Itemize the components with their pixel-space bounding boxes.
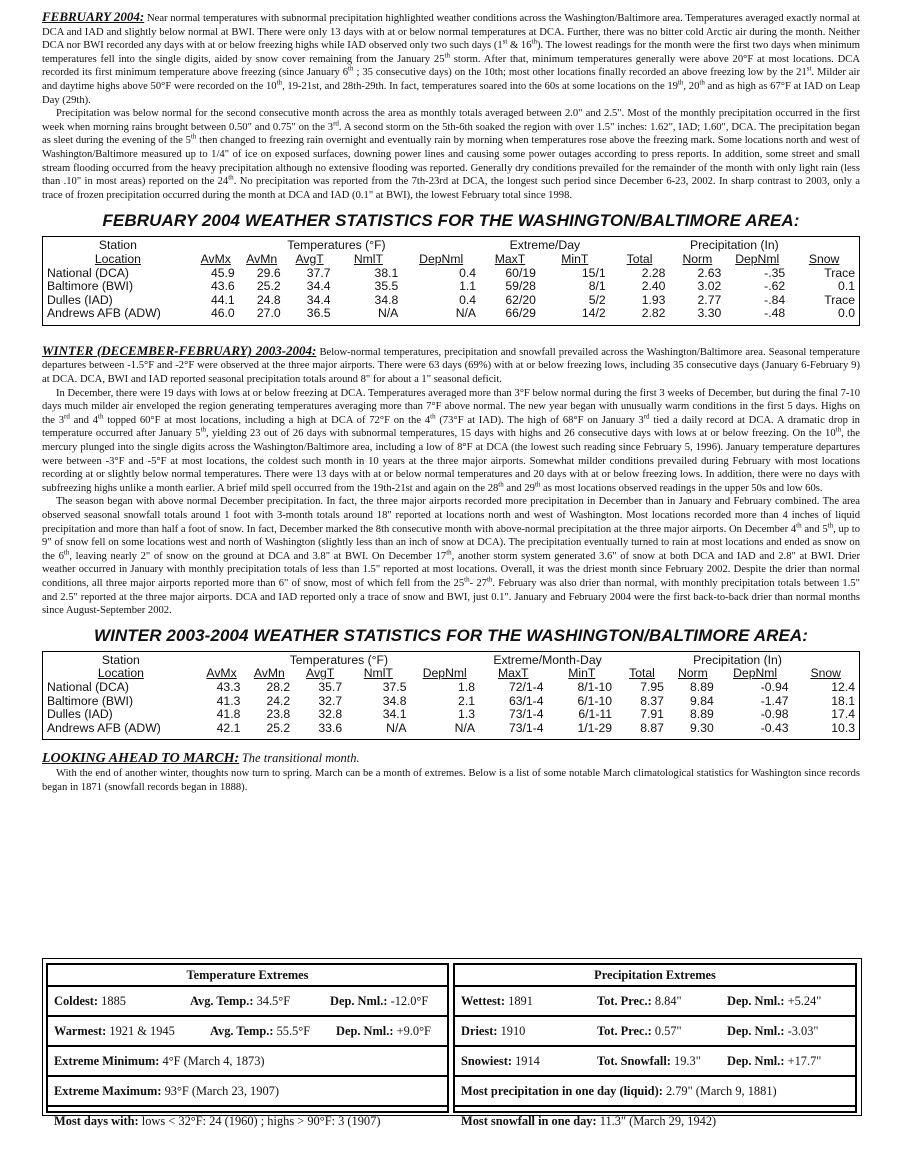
column-header: MinT <box>568 666 596 681</box>
text-run: Below-normal temperatures, precipitation and snowfall prevailed across the Washington/Baltimore area. Seasonal temperature departures between -1.5°F and -2°F were observed at the three major airports. There were 63 days (69%) with at or below freezing lows, including 35 consecutive days (January 6-February 9) at DCA. DCA, BWI and IAD reported seasonal precipitation totals around 8" for about a 1" seasonal deficit. <box>42 346 860 386</box>
table-cell: 63/1-4 <box>508 693 544 708</box>
table-cell: N/A <box>455 306 477 321</box>
most-precip-label: Most precipitation in one day (liquid): <box>461 1084 663 1098</box>
group-header-temperatures: Temperatures (°F) <box>289 652 389 667</box>
snowiest-label: Snowiest: <box>461 1054 512 1068</box>
table-cell: 35.7 <box>318 679 343 694</box>
table-cell: 2.63 <box>697 265 722 280</box>
table-cell: 6/1-11 <box>578 707 613 722</box>
column-header: MaxT <box>494 251 526 266</box>
table-cell: -.84 <box>764 292 786 307</box>
text-run: , another storm system generated 3.6" of snow at both DCA and IAD and 2.8" at BWI. Drier weather occurred in January with monthly precipitation totals of less than 1.5" reported at most locations. Overall, it was the driest month since February 2002. Despite the drier than normal conditions, all three major airports reported more than 6" of snow, most of which fell from the 25 <box>42 550 860 589</box>
feb-stats-table <box>42 236 860 326</box>
table-cell: -0.94 <box>760 679 789 694</box>
table-cell: 43.3 <box>216 679 241 694</box>
table-cell: 2.82 <box>641 306 666 321</box>
winter-stats-table <box>42 651 860 741</box>
group-header-temperatures: Temperatures (°F) <box>287 238 386 253</box>
table-cell: 28.2 <box>266 679 291 694</box>
column-header: MinT <box>561 251 589 266</box>
ahead-heading: LOOKING AHEAD TO MARCH: <box>42 751 240 767</box>
column-header: Location <box>94 251 141 266</box>
ahead-text: With the end of another winter, thoughts now turn to spring. March can be a month of extremes. Below is a list of some notable March climatological statistics for Washington since records began in 1871 (snowfall records began in 1888). <box>42 767 860 793</box>
table-cell: 46.0 <box>210 306 235 321</box>
table-cell: 3.02 <box>697 279 722 294</box>
ordinal-suffix: th <box>190 132 197 141</box>
ordinal-suffix: th <box>63 548 70 557</box>
table-cell: 37.5 <box>382 679 407 694</box>
table-cell: 34.4 <box>306 279 331 294</box>
feb-p2-text <box>42 108 860 201</box>
text-run: In December, there were 19 days with lows at or below freezing at DCA. Temperatures averaged more than 3°F below normal during the first 3 weeks of December, but during the final 7-10 days much milder air enveloped the region generating temperatures averaging more than 7°F above normal. The new year began with unusually warm conditions in the first 5 days. Highs on the 3 <box>42 387 860 426</box>
group-header-extreme: Extreme/Month-Day <box>493 652 602 667</box>
table-cell: 1.1 <box>459 279 477 294</box>
ordinal-suffix: th <box>498 480 504 489</box>
wettest-label: Wettest: <box>461 994 506 1008</box>
ordinal-suffix: st <box>502 37 508 46</box>
driest-year: 1910 <box>500 1024 526 1038</box>
column-header: AvMx <box>206 666 237 681</box>
table-cell: 44.1 <box>210 292 235 307</box>
driest-row <box>455 1017 855 1047</box>
winter-heading: WINTER (DECEMBER-FEBRUARY) 2003-2004: <box>42 342 317 358</box>
table-row <box>43 294 859 308</box>
table-cell: 41.8 <box>216 707 241 722</box>
group-header-station: Station <box>101 652 140 667</box>
table-cell: 3.30 <box>697 306 722 321</box>
text-run: and 4 <box>69 414 98 426</box>
snowiest-year: 1914 <box>515 1054 540 1068</box>
table-cell: 32.8 <box>318 707 343 722</box>
ordinal-suffix: th <box>534 480 541 489</box>
warmest-year: 1921 & 1945 <box>109 1024 175 1038</box>
table-row <box>43 722 859 736</box>
warmest-avg-label: Avg. Temp.: <box>210 1024 274 1038</box>
text-run: storm. After that, minimum temperatures generally were above 20°F at most locations. DCA recorded its first minimum temperature above freezing (since January 6 <box>42 53 860 79</box>
table-cell: 25.2 <box>266 720 291 735</box>
column-header: AvgT <box>306 666 335 681</box>
table-cell: 5/2 <box>588 292 606 307</box>
column-header: AvMn <box>246 251 278 266</box>
coldest-dep: -12.0°F <box>390 994 429 1008</box>
ahead-heading-line <box>42 752 860 767</box>
text-run: and as high as 67°F at IAD on Leap Day (29th). <box>42 80 861 106</box>
table-cell: 8/1 <box>588 279 606 294</box>
table-cell: 10.3 <box>831 720 855 735</box>
table-cell: -.35 <box>764 265 786 280</box>
text-run: Near normal temperatures with subnormal precipitation highlighted weather conditions across the Washington/Baltimore area. Temperatures averaged exactly normal at DCA and IAD and slightly below normal at BWI. There were only 13 days with at or below normal temperatures at DCA. Further, there was no bitter cold Arctic air during the month. Neither DCA nor BWI recorded any days with at or below freezing highs while IAD observed only two such days (1 <box>42 13 861 52</box>
ordinal-suffix: rd <box>643 412 650 421</box>
winter-narrative-p2 <box>42 387 860 496</box>
march-extremes <box>42 958 862 1128</box>
table-cell: -1.47 <box>760 693 789 708</box>
text-run: , leaving nearly 2" of snow on the ground at DCA and 3.8" at BWI. On December 17 <box>69 550 447 562</box>
table-cell: 34.1 <box>382 707 407 722</box>
table-cell: N/A <box>386 720 407 735</box>
table-cell: 62/20 <box>505 292 536 307</box>
wettest-tot: 8.84" <box>654 994 682 1008</box>
ordinal-suffix: th <box>430 412 436 421</box>
text-run: . A second storm on the 5th-6th soaked the region with over 1.5" inches: 1.62", IAD; 1.60", DCA. The precipitation began as sleet during the evening of the 5 <box>42 121 860 147</box>
driest-tot-label: Tot. Prec.: <box>597 1024 652 1038</box>
table-cell: 35.5 <box>374 279 399 294</box>
text-run: . February was also drier than normal, with monthly precipitation totals between 1.5" and 2.5" reported at the three major airports. DCA and IAD reported only a trace of snow and BWI, just 0.1". January and February 2004 were the first back-to-back drier than normal months since August-September 2002. <box>42 577 860 617</box>
ordinal-suffix: th <box>796 521 802 530</box>
text-run: . Milder air and daytime highs above 50°F were recorded on the 10 <box>42 67 860 92</box>
coldest-avg: 34.5°F <box>256 994 291 1008</box>
column-header: AvMn <box>253 666 285 681</box>
feb-p1-text <box>42 13 860 106</box>
station-name: Andrews AFB (ADW) <box>47 720 161 735</box>
text-run: Precipitation was below normal for the second consecutive month across the area as monthly totals averaged between 2.0" and 2.5". Most of the monthly precipitation occurred in the first week when morning rains brought between 0.50" and 0.75" on the 3 <box>42 108 860 133</box>
table-cell: -.62 <box>764 279 786 294</box>
winter-p3-text <box>42 496 860 616</box>
page <box>42 10 860 794</box>
most-precip-row <box>455 1077 855 1107</box>
text-run: ; 35 consecutive days) on the 10th; most other locations finally recorded an above freezing low by the 21 <box>353 67 807 79</box>
snowiest-dep-label: Dep. Nml.: <box>727 1054 785 1068</box>
driest-dep: -3.03" <box>787 1024 819 1038</box>
table-row <box>43 695 859 709</box>
column-header: AvMx <box>200 251 231 266</box>
ordinal-suffix: th <box>464 575 470 584</box>
table-cell: 43.6 <box>210 279 235 294</box>
ordinal-suffix: st <box>806 64 812 73</box>
table-cell: 8/1-10 <box>577 679 613 694</box>
wettest-year: 1891 <box>508 994 533 1008</box>
ordinal-suffix: th <box>200 425 206 434</box>
table-row <box>43 307 859 321</box>
text-run: then changed to freezing rain overnight and eventually rain by morning when temperatures rose above the freezing mark. Some locations north and west of Washington/Baltimore measured up to 1/4" of ice on exposed surfaces, downing power lines and causing some power outages according to press reports. In addition, some street and small stream flooding occurred from the heavy precipitation although no extensive flooding was reported. Generally dry conditions prevailed for the remainder of the month with only light rain (less than .10" in most areas) reported on the 24 <box>42 135 860 188</box>
text-run: , up to 9" of snow fell on some locations west and north of Washington (slightly less than an inch of snow at DCA). The precipitation eventually turned to rain at most locations and ended as snow on the 6 <box>42 523 861 562</box>
feb-narrative-p2 <box>42 107 860 202</box>
winter-table-title: WINTER 2003-2004 WEATHER STATISTICS FOR THE WASHINGTON/BALTIMORE AREA: <box>93 625 809 645</box>
table-cell: 12.4 <box>831 679 855 694</box>
table-cell: 73/1-4 <box>508 707 544 722</box>
table-cell: 45.9 <box>210 265 235 280</box>
table-cell: 34.4 <box>306 292 331 307</box>
table-cell: 60/19 <box>505 265 536 280</box>
table-cell: 41.3 <box>216 693 241 708</box>
table-cell: 1.3 <box>458 707 475 722</box>
column-header: MaxT <box>498 666 529 681</box>
table-cell: N/A <box>454 720 475 735</box>
table-cell: 1.93 <box>641 292 666 307</box>
text-run: - 27 <box>469 577 487 589</box>
column-header: DepNml <box>733 666 778 681</box>
wettest-dep: +5.24" <box>787 994 822 1008</box>
column-header: Snow <box>810 666 841 681</box>
ordinal-suffix: th <box>699 78 705 87</box>
coldest-label: Coldest: <box>54 994 99 1008</box>
column-header: NmlT <box>363 666 393 681</box>
extreme-minimum-value: 4°F (March 4, 1873) <box>162 1054 265 1068</box>
coldest-row <box>48 987 447 1017</box>
warmest-label: Warmest: <box>54 1024 107 1038</box>
table-cell: 33.6 <box>318 720 343 735</box>
table-cell: 8.89 <box>690 707 714 722</box>
table-cell: 27.0 <box>256 306 281 321</box>
group-header-extreme: Extreme/Day <box>509 238 581 253</box>
table-cell: 0.4 <box>459 292 477 307</box>
wettest-row <box>455 987 855 1017</box>
column-header: Norm <box>677 666 708 681</box>
coldest-dep-label: Dep. Nml.: <box>330 994 388 1008</box>
extreme-maximum-value: 93°F (March 23, 1907) <box>164 1084 279 1098</box>
table-cell: 59/28 <box>505 279 536 294</box>
column-header: Total <box>629 666 655 681</box>
group-header-station: Station <box>98 238 137 253</box>
extreme-minimum-row <box>48 1047 447 1077</box>
text-run: & 16 <box>507 40 532 52</box>
column-header: DepNml <box>735 251 780 266</box>
most-snow-label: Most snowfall in one day: <box>461 1114 597 1128</box>
table-cell: 7.91 <box>640 707 664 722</box>
extreme-maximum-row <box>48 1077 447 1107</box>
column-header: Norm <box>682 251 713 266</box>
temperature-extremes-box <box>46 963 449 1128</box>
most-days-label: Most days with: <box>54 1114 139 1128</box>
extreme-maximum-label: Extreme Maximum: <box>54 1084 162 1098</box>
text-run: and 5 <box>801 523 828 535</box>
ordinal-suffix: th <box>348 64 354 73</box>
table-cell: 2.28 <box>641 265 666 280</box>
snowiest-row <box>455 1047 855 1077</box>
ordinal-suffix: th <box>827 521 834 530</box>
table-cell: 73/1-4 <box>508 720 544 735</box>
wettest-dep-label: Dep. Nml.: <box>727 994 785 1008</box>
table-row <box>43 681 859 695</box>
table-cell: 1.8 <box>458 679 475 694</box>
text-run: , yielding 23 out of 26 days with subnormal temperatures, 15 days with highs and 26 consecutive days with lows at or below freezing. On the 10 <box>206 428 836 440</box>
coldest-avg-label: Avg. Temp.: <box>190 994 254 1008</box>
wettest-tot-label: Tot. Prec.: <box>597 994 652 1008</box>
column-header: Location <box>97 666 144 681</box>
text-run: , the mercury plunged into the single digits across the Washington/Baltimore area, including a low of 8°F at DCA (the lowest such reading since February 5, 1996). January temperature departures were between -3°F and -5°F at most locations, the coldest such month in 10 years at the three major airports. Somewhat milder conditions prevailed during February with most locations recording at or slightly below normal temperatures. There were 13 days with at or below normal temperatures and 20 days with at or below freezing lows. In addition, there were no days with subfreezing highs unlike a month earlier. A brief mild spell occurred from the 19th-21st and again on the 28 <box>42 428 860 494</box>
table-cell: 8.87 <box>640 720 664 735</box>
text-run: and 29 <box>503 482 535 494</box>
station-name: Baltimore (BWI) <box>47 279 133 294</box>
precipitation-extremes-box <box>453 963 857 1128</box>
warmest-row <box>48 1017 447 1047</box>
table-cell: 34.8 <box>374 292 399 307</box>
table-cell: 66/29 <box>505 306 536 321</box>
column-header: AvgT <box>295 251 324 266</box>
column-header: NmlT <box>353 251 383 266</box>
table-cell: 23.8 <box>266 707 291 722</box>
snowiest-tot: 19.3" <box>674 1054 701 1068</box>
table-row <box>43 708 859 722</box>
table-cell: Trace <box>824 292 855 307</box>
most-snow-row <box>455 1107 855 1135</box>
warmest-avg: 55.5°F <box>276 1024 311 1038</box>
most-snow-value: 11.3" (March 29, 1942) <box>599 1114 717 1128</box>
table-cell: 14/2 <box>581 306 606 321</box>
table-cell: 6/1-10 <box>577 693 613 708</box>
feb-narrative-p1 <box>42 10 860 107</box>
table-cell: 7.95 <box>640 679 664 694</box>
temperature-extremes-title: Temperature Extremes <box>48 965 447 987</box>
table-cell: 9.30 <box>690 720 714 735</box>
table-cell: 0.1 <box>838 279 855 294</box>
ordinal-suffix: th <box>486 575 493 584</box>
text-run: , 19-21st, and 28th-29th. In fact, temperatures soared into the 60s at some locations on the 19 <box>282 80 678 92</box>
ordinal-suffix: th <box>531 37 537 46</box>
column-header: Snow <box>808 251 840 266</box>
table-cell: 2.77 <box>697 292 722 307</box>
ordinal-suffix: th <box>276 78 283 87</box>
table-cell: 1/1-29 <box>577 720 613 735</box>
table-cell: -0.43 <box>760 720 789 735</box>
table-cell: 2.40 <box>641 279 666 294</box>
ordinal-suffix: rd <box>64 412 70 421</box>
most-precip-value: 2.79" (March 9, 1881) <box>665 1084 777 1098</box>
table-cell: 17.4 <box>831 707 855 722</box>
ordinal-suffix: th <box>98 412 104 421</box>
station-name: Baltimore (BWI) <box>47 693 133 708</box>
station-name: National (DCA) <box>47 679 129 694</box>
text-run: tied a daily record at DCA. A dramatic drop in temperature occurred after January 5 <box>42 414 860 440</box>
table-cell: -.48 <box>764 306 786 321</box>
extreme-minimum-label: Extreme Minimum: <box>54 1054 160 1068</box>
station-name: National (DCA) <box>47 265 129 280</box>
text-run: (73°F at IAD). The high of 68°F on January 3 <box>435 414 644 426</box>
driest-label: Driest: <box>461 1024 498 1038</box>
warmest-dep-label: Dep. Nml.: <box>336 1024 394 1038</box>
table-cell: 8.37 <box>640 693 664 708</box>
table-cell: 38.1 <box>374 265 399 280</box>
table-cell: 34.8 <box>382 693 407 708</box>
table-cell: 29.6 <box>256 265 281 280</box>
table-cell: Trace <box>824 265 855 280</box>
table-cell: 2.1 <box>458 693 475 708</box>
ordinal-suffix: rd <box>333 119 339 128</box>
table-row <box>43 280 859 294</box>
table-row <box>43 267 859 281</box>
station-name: Andrews AFB (ADW) <box>47 306 161 321</box>
text-run: . No precipitation was reported from the 7th-23rd at DCA, the longest such period since December 6-23, 2002. In sharp contrast to 2003, only a trace of frozen precipitation occurred during the month at DCA and IAD (0.1" at BWI), the lowest February total since 1998. <box>42 176 861 201</box>
ordinal-suffix: th <box>444 51 450 60</box>
table-cell: 8.89 <box>690 679 714 694</box>
warmest-dep: +9.0°F <box>396 1024 431 1038</box>
ordinal-suffix: th <box>446 548 452 557</box>
winter-narrative-p3 <box>42 495 860 617</box>
driest-tot: 0.57" <box>654 1024 682 1038</box>
table-cell: 72/1-4 <box>508 679 544 694</box>
ordinal-suffix: th <box>228 173 234 182</box>
group-header-precipitation: Precipitation (In) <box>689 238 779 253</box>
table-cell: 24.8 <box>256 292 281 307</box>
table-cell: 9.84 <box>690 693 714 708</box>
table-cell: 36.5 <box>306 306 331 321</box>
winter-narrative-p1 <box>42 344 860 387</box>
text-run: as most locations observed readings in the upper 50s and low 60s. <box>540 482 823 494</box>
feb-table-title: FEBRUARY 2004 WEATHER STATISTICS FOR THE WASHINGTON/BALTIMORE AREA: <box>102 211 800 231</box>
snowiest-tot-label: Tot. Snowfall: <box>597 1054 671 1068</box>
text-run: ). The lowest readings for the month were the first two days when minimum temperatures fell into the single digits, aided by snow cover remaining from the January 25 <box>42 40 860 65</box>
station-name: Dulles (IAD) <box>47 707 113 722</box>
table-cell: 15/1 <box>581 265 606 280</box>
winter-p2-text <box>42 388 860 494</box>
column-header: Total <box>626 251 653 266</box>
table-cell: 24.2 <box>266 693 291 708</box>
table-cell: 37.7 <box>306 265 331 280</box>
table-cell: 0.4 <box>459 265 477 280</box>
text-run: , 20 <box>683 80 700 92</box>
column-header: DepNml <box>422 666 467 681</box>
text-run: The season began with above normal December precipitation. In fact, the three major airports recorded more precipitation in December than in January and February combined. The area observed seasonal snowfall totals around 1 foot with 3-month totals around 18" reported at locations north and west of Washington. Most locations recorded more than 4 inches of liquid precipitation and more than half a foot of snow. In fact, December marked the 8th consecutive month with above-normal precipitation at the three major airports. On December 4 <box>42 496 860 535</box>
table-cell: 42.1 <box>216 720 241 735</box>
driest-dep-label: Dep. Nml.: <box>727 1024 785 1038</box>
group-header-precipitation: Precipitation (In) <box>693 652 782 667</box>
column-header: DepNml <box>419 251 464 266</box>
ordinal-suffix: th <box>835 425 842 434</box>
station-name: Dulles (IAD) <box>47 292 113 307</box>
text-run: topped 60°F at most locations, including a high at DCA of 72°F on the 4 <box>103 414 431 426</box>
table-cell: 25.2 <box>256 279 281 294</box>
coldest-year: 1885 <box>101 994 126 1008</box>
precipitation-extremes-title: Precipitation Extremes <box>455 965 855 987</box>
ordinal-suffix: th <box>677 78 684 87</box>
most-days-row <box>48 1107 447 1135</box>
table-cell: 0.0 <box>838 306 855 321</box>
ahead-subheading: The transitional month. <box>241 751 360 766</box>
table-cell: 32.7 <box>318 693 343 708</box>
feb-heading: FEBRUARY 2004: <box>42 9 145 24</box>
snowiest-dep: +17.7" <box>787 1054 822 1068</box>
table-cell: N/A <box>377 306 399 321</box>
table-cell: 18.1 <box>831 693 855 708</box>
most-days-value: lows < 32°F: 24 (1960) ; highs > 90°F: 3 (1907) <box>141 1114 381 1128</box>
table-cell: -0.98 <box>760 707 789 722</box>
